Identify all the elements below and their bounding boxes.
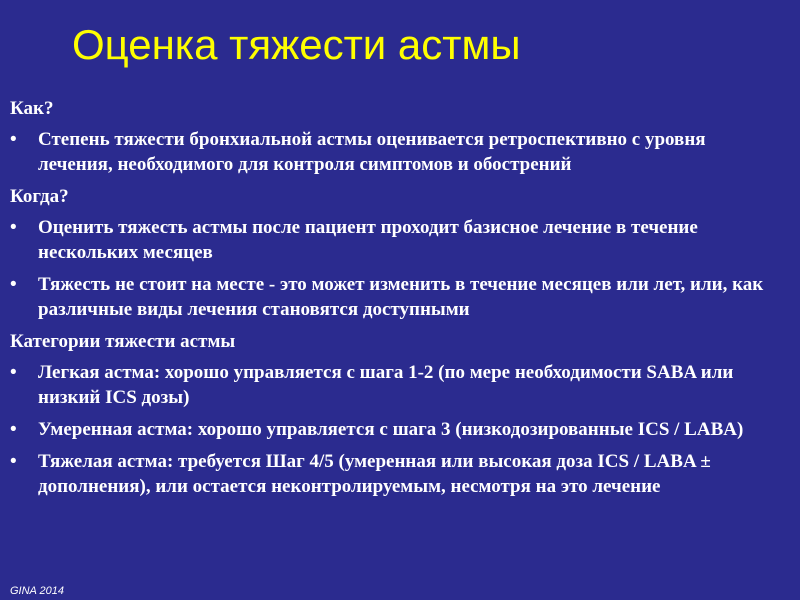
bullet-item — [10, 127, 780, 177]
bullet-icon: • — [10, 274, 17, 295]
section-heading: Когда? — [10, 186, 69, 207]
bullet-text: Легкая астма: хорошо управляется с шага 1-2 (по мере необходимости SABA или низкий ICS дозы) — [38, 362, 734, 408]
section-when — [10, 184, 780, 322]
bullet-icon: • — [10, 451, 17, 472]
bullet-icon: • — [10, 419, 17, 440]
bullet-item — [10, 417, 780, 442]
bullet-text: Степень тяжести бронхиальной астмы оценивается ретроспективно с уровня лечения, необходимого для контроля симптомов и обострений — [38, 129, 706, 175]
bullet-text: Тяжесть не стоит на месте - это может изменить в течение месяцев или лет, или, как различные виды лечения становятся доступными — [38, 274, 764, 320]
bullet-icon: • — [10, 129, 17, 150]
bullet-item — [10, 215, 780, 265]
slide-body — [10, 96, 780, 506]
bullet-icon: • — [10, 217, 17, 238]
footer-source: GINA 2014 — [10, 585, 65, 597]
bullet-text: Оценить тяжесть астмы после пациент проходит базисное лечение в течение нескольких месяцев — [38, 217, 698, 263]
bullet-item — [10, 360, 780, 410]
section-heading: Как? — [10, 98, 54, 119]
bullet-text: Тяжелая астма: требуется Шаг 4/5 (умеренная или высокая доза ICS / LABA ± дополнения), или остается неконтролируемым, несмотря на это лечение — [38, 451, 711, 497]
slide-title: Оценка тяжести астмы — [72, 21, 521, 68]
bullet-item — [10, 449, 780, 499]
section-heading: Категории тяжести астмы — [10, 331, 236, 352]
section-how — [10, 96, 780, 177]
bullet-text: Умеренная астма: хорошо управляется с шага 3 (низкодозированные ICS / LABA) — [38, 419, 744, 440]
bullet-icon: • — [10, 362, 17, 383]
section-severity-categories — [10, 329, 780, 499]
bullet-item — [10, 272, 780, 322]
